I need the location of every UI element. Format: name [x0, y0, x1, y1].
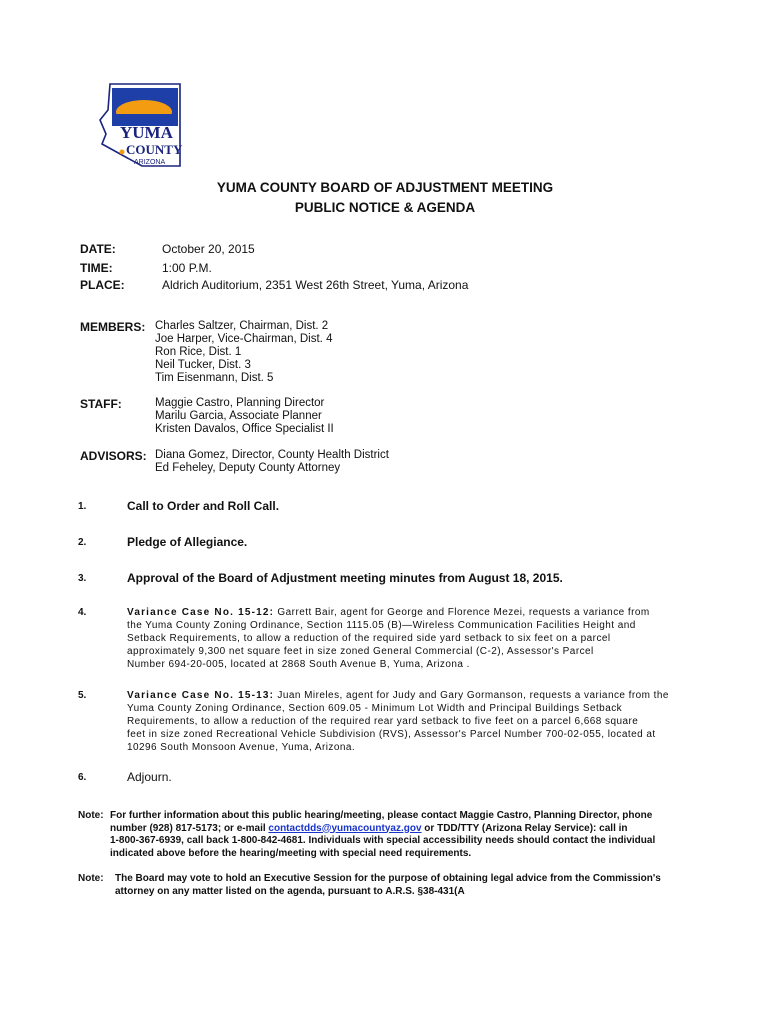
agenda-item-text: Call to Order and Roll Call.	[127, 499, 280, 513]
paragraph-line: Juan Mireles, agent for Judy and Gary Gormanson, requests a variance from the	[274, 690, 669, 701]
advisors-list	[155, 449, 389, 475]
logo-text-yuma: YUMA	[120, 123, 173, 142]
paragraph-line: Garrett Bair, agent for George and Florence Mezei, requests a variance from	[274, 607, 650, 618]
agenda-number: 3.	[78, 573, 87, 584]
member-item: Ron Rice, Dist. 1	[155, 346, 242, 358]
paragraph-line: approximately 9,300 net square feet in size zoned General Commercial (C-2), Assessor's Parcel	[127, 646, 594, 657]
variance-case-paragraph	[127, 606, 687, 671]
staff-item: Kristen Davalos, Office Specialist II	[155, 423, 334, 435]
variance-case-title: Variance Case No. 15-13:	[127, 690, 275, 701]
logo-text-arizona: ARIZONA	[134, 159, 166, 166]
agenda-number: 4.	[78, 607, 87, 618]
time-value: 1:00 P.M.	[162, 261, 212, 275]
note-line: attorney on any matter listed on the agenda, pursuant to A.R.S. §38-431(A	[115, 885, 465, 897]
place-value: Aldrich Auditorium, 2351 West 26th Street, Yuma, Arizona	[162, 278, 469, 292]
staff-list	[155, 397, 334, 436]
paragraph-line: Number 694-20-005, located at 2868 South Avenue B, Yuma, Arizona .	[127, 659, 470, 670]
advisors-label: ADVISORS:	[80, 449, 147, 463]
member-item: Neil Tucker, Dist. 3	[155, 359, 251, 371]
note-line: The Board may vote to hold an Executive Session for the purpose of obtaining legal advice from the Commission's	[115, 873, 661, 884]
advisor-item: Ed Feheley, Deputy County Attorney	[155, 462, 341, 474]
paragraph-line: feet in size zoned Recreational Vehicle Subdivision (RVS), Assessor's Parcel Number 700-02-055, located at	[127, 729, 656, 740]
date-value: October 20, 2015	[162, 242, 255, 256]
agenda-number: 1.	[78, 501, 87, 512]
note-line: number (928) 817-5173; or e-mail	[110, 822, 269, 834]
agenda-item-text: Adjourn.	[127, 770, 172, 784]
advisor-item: Diana Gomez, Director, County Health District	[155, 449, 389, 461]
staff-item: Maggie Castro, Planning Director	[155, 397, 325, 409]
place-label: PLACE:	[80, 278, 125, 292]
note-executive-session	[115, 873, 661, 898]
note-line: indicated above before the hearing/meeting with special need requirements.	[110, 847, 472, 859]
agenda-number: 6.	[78, 772, 87, 783]
date-label: DATE:	[80, 242, 116, 256]
note-line: For further information about this public hearing/meeting, please contact Maggie Castro, Planning Director, phone	[110, 810, 653, 821]
page-subtitle: PUBLIC NOTICE & AGENDA	[294, 200, 476, 215]
members-list	[155, 320, 332, 385]
note-label: Note:	[78, 810, 104, 821]
agenda-number: 2.	[78, 537, 87, 548]
paragraph-line: Setback Requirements, to allow a reduction of the required side yard setback to six feet on a parcel	[127, 633, 611, 644]
yuma-county-logo	[98, 80, 184, 174]
member-item: Charles Saltzer, Chairman, Dist. 2	[155, 320, 329, 332]
agenda-item-text: Approval of the Board of Adjustment meeting minutes from August 18, 2015.	[127, 571, 563, 585]
agenda-item-text: Pledge of Allegiance.	[127, 535, 248, 549]
contact-email-link[interactable]: contactdds@yumacountyaz.gov	[268, 822, 422, 834]
staff-item: Marilu Garcia, Associate Planner	[155, 410, 322, 422]
paragraph-line: Requirements, to allow a reduction of the required rear yard setback to five feet on a parcel 6,668 square	[127, 716, 639, 727]
note-accessibility	[110, 810, 655, 860]
variance-case-title: Variance Case No. 15-12:	[127, 607, 275, 618]
paragraph-line: Yuma County Zoning Ordinance, Section 609.05 - Minimum Lot Width and Principal Buildings Setback	[127, 703, 623, 714]
member-item: Tim Eisenmann, Dist. 5	[155, 372, 274, 384]
note-line: 1-800-367-6939, call back 1-800-842-4681. Individuals with special accessibility needs should contact the individual	[110, 835, 656, 846]
logo-star	[120, 150, 125, 155]
staff-label: STAFF:	[80, 397, 122, 411]
members-label: MEMBERS:	[80, 320, 146, 334]
note-label: Note:	[78, 873, 104, 884]
page-title: YUMA COUNTY BOARD OF ADJUSTMENT MEETING	[216, 180, 554, 195]
agenda-number: 5.	[78, 690, 87, 701]
paragraph-line: 10296 South Monsoon Avenue, Yuma, Arizona.	[127, 742, 356, 753]
variance-case-paragraph	[127, 689, 687, 754]
paragraph-line: the Yuma County Zoning Ordinance, Section 1115.05 (B)—Wireless Communication Facilities Height and	[127, 620, 636, 631]
logo-text-county: COUNTY	[126, 142, 183, 157]
member-item: Joe Harper, Vice-Chairman, Dist. 4	[155, 333, 333, 345]
time-label: TIME:	[80, 261, 113, 275]
note-line: or TDD/TTY (Arizona Relay Service): call in	[421, 822, 628, 834]
